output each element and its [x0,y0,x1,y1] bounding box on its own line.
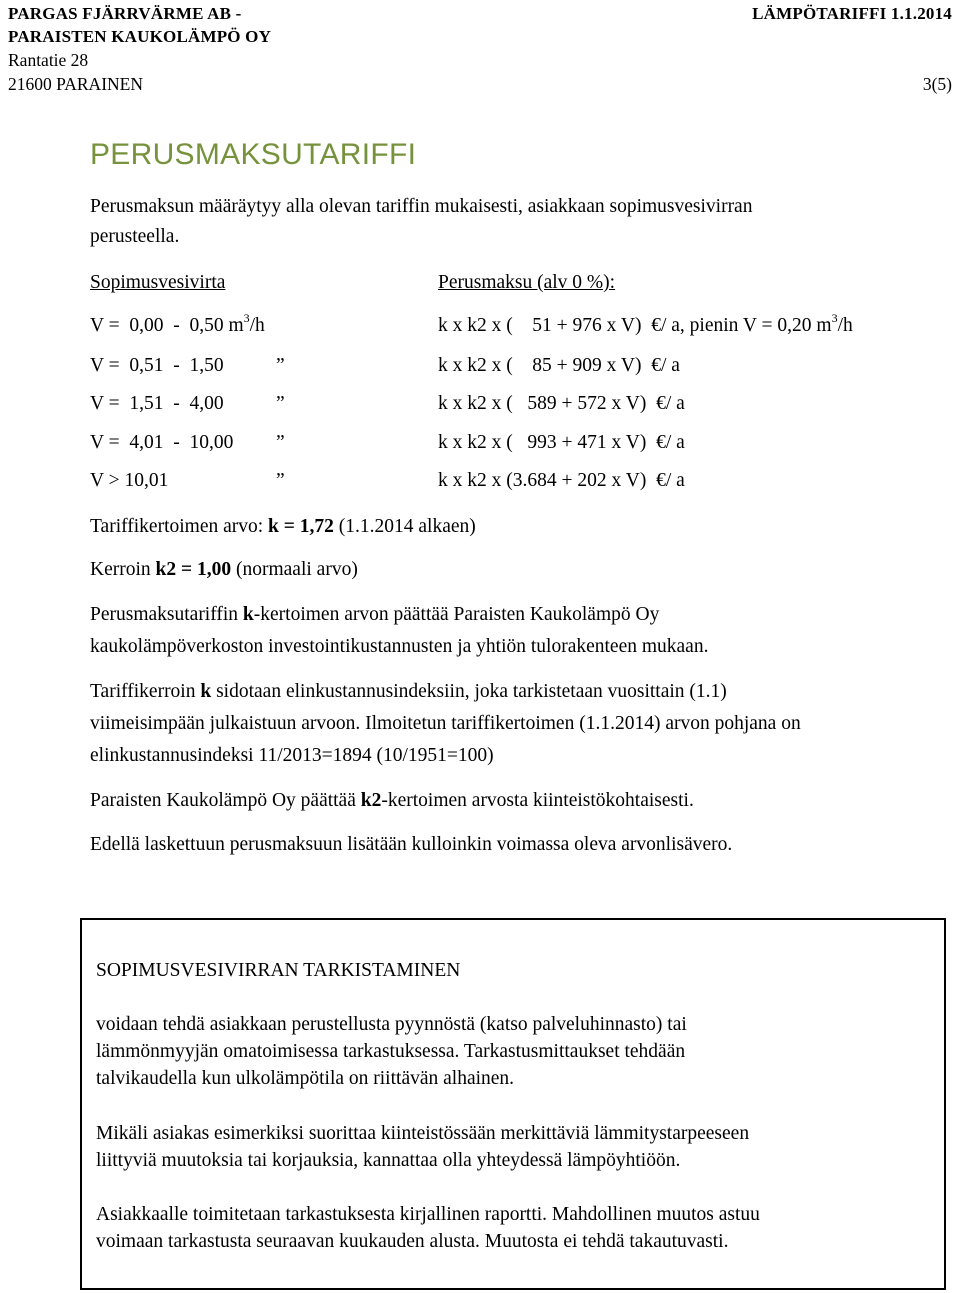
text-bold: k [200,681,212,702]
text-bold: k2 [360,790,382,811]
table-row-flow-range: V > 10,01 [90,470,169,491]
text: -kertoimen arvon päättää Paraisten Kaukolämpö Oy [253,604,660,625]
page-number: 3(5) [922,74,952,94]
paragraph-2-line-2: viimeisimpään julkaistuun arvoon. Ilmoitetun tariffikertoimen (1.1.2014) arvon pohjana on [90,713,801,734]
text: sidotaan elinkustannusindeksiin, joka tarkistetaan vuosittain (1.1) [211,681,727,702]
table-row-ditto-mark: ” [276,470,285,491]
table-row-flow-range: V = 0,51 - 1,50 [90,355,224,376]
coefficient-k2-value: k2 = 1,00 [155,559,232,580]
unit-superscript: 3 [831,310,838,325]
coefficient-k-value: k = 1,72 [268,516,334,537]
box-p3-line-1: Asiakkaalle toimitetaan tarkastuksesta kirjallinen raportti. Mahdollinen muutos astuu [96,1204,760,1225]
table-row-fee-formula [438,310,853,337]
table-row-ditto-mark: ” [276,393,285,414]
text-bold: k [242,604,254,625]
table-header-flow: Sopimusvesivirta [90,272,226,293]
coefficient-k2 [90,559,358,581]
table-row-flow-range [90,310,265,337]
table-row-fee-formula [438,432,685,454]
paragraph-3 [90,790,694,812]
paragraph-4: Edellä laskettuun perusmaksuun lisätään kulloinkin voimassa oleva arvonlisävero. [90,834,733,855]
table-row-fee-formula [438,393,685,415]
fee-formula-text: k x k2 x ( 51 + 976 x V) €/ a, pienin V = 0,20 m [438,315,832,336]
fee-formula-text: k x k2 x ( 85 + 909 x V) €/ a [438,355,680,376]
text: Perusmaksutariffin [90,604,243,625]
address-postal: 21600 PARAINEN [8,74,143,94]
box-p2-line-2: liittyviä muutoksia tai korjauksia, kannattaa olla yhteydessä lämpöyhtiöön. [96,1150,681,1171]
table-row-flow-range: V = 1,51 - 4,00 [90,393,224,414]
flow-range-unit-suffix: /h [249,315,265,336]
section-title: PERUSMAKSUTARIFFI [90,138,417,171]
company-name: PARGAS FJÄRRVÄRME AB - [8,4,242,23]
intro-line-1: Perusmaksun määräytyy alla olevan tariffin mukaisesti, asiakkaan sopimusvesivirran [90,196,753,217]
table-row-fee-formula [438,355,680,377]
text: Paraisten Kaukolämpö Oy päättää [90,790,361,811]
coefficient-k-label: Tariffikertoimen arvo: [90,516,269,537]
fee-formula-text: k x k2 x (3.684 + 202 x V) €/ a [438,470,685,491]
box-p3-line-2: voimaan tarkastusta seuraavan kuukauden alusta. Muutosta ei tehdä takautuvasti. [96,1231,729,1252]
fee-formula-text: k x k2 x ( 993 + 471 x V) €/ a [438,432,685,453]
paragraph-1-line-1 [90,604,659,626]
table-row-ditto-mark: ” [276,432,285,453]
coefficient-k2-note: (normaali arvo) [231,559,358,580]
company-name-finnish: PARAISTEN KAUKOLÄMPÖ OY [8,27,272,46]
text: Tariffikerroin [90,681,201,702]
box-p1-line-1: voidaan tehdä asiakkaan perustellusta pyynnöstä (katso palveluhinnasto) tai [96,1014,687,1035]
water-flow-review-box [80,918,946,1290]
box-p1-line-2: lämmönmyyjän omatoimisessa tarkastuksessa. Tarkastusmittaukset tehdään [96,1041,686,1062]
table-row-fee-formula [438,470,685,492]
paragraph-2-line-1 [90,681,727,703]
box-title: SOPIMUSVESIVIRRAN TARKISTAMINEN [96,960,461,981]
paragraph-1-line-2: kaukolämpöverkoston investointikustannusten ja yhtiön tulorakenteen mukaan. [90,636,709,657]
coefficient-k2-label: Kerroin [90,559,156,580]
document-title: LÄMPÖTARIFFI 1.1.2014 [752,4,952,23]
paragraph-2-line-3: elinkustannusindeksi 11/2013=1894 (10/1951=100) [90,745,494,766]
coefficient-k [90,516,476,538]
table-row-ditto-mark: ” [276,355,285,376]
fee-formula-unit-suffix: /h [837,315,853,336]
table-header-fee: Perusmaksu (alv 0 %): [438,272,616,293]
unit-superscript: 3 [243,310,250,325]
flow-range-text: V = 0,00 - 0,50 m [90,315,244,336]
box-p2-line-1: Mikäli asiakas esimerkiksi suorittaa kiinteistössään merkittäviä lämmitystarpeeseen [96,1123,750,1144]
text: -kertoimen arvosta kiinteistökohtaisesti. [381,790,694,811]
intro-line-2: perusteella. [90,226,180,247]
address-street: Rantatie 28 [8,50,89,70]
table-row-flow-range: V = 4,01 - 10,00 [90,432,234,453]
coefficient-k-date: (1.1.2014 alkaen) [333,516,476,537]
fee-formula-text: k x k2 x ( 589 + 572 x V) €/ a [438,393,685,414]
box-p1-line-3: talvikaudella kun ulkolämpötila on riittävän alhainen. [96,1068,515,1089]
